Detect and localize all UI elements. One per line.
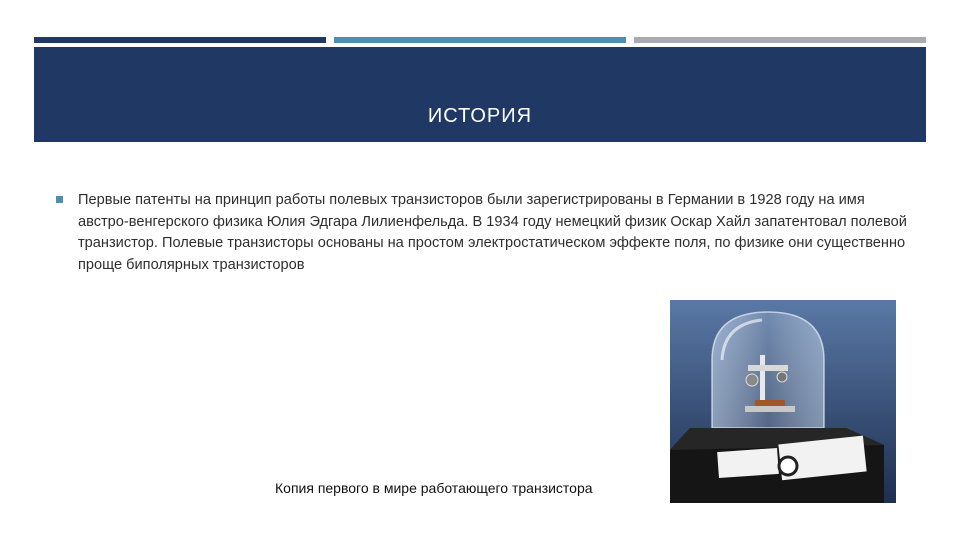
transistor-illustration (670, 300, 896, 503)
slide-title: ИСТОРИЯ (427, 105, 533, 127)
square-bullet-icon (56, 196, 63, 203)
title-banner (34, 47, 926, 142)
top-accent-bar-dark (34, 37, 326, 43)
top-accent-bar-mid (334, 37, 626, 43)
bullet-text: Первые патенты на принцип работы полевых транзисторов были зарегистрированы в Германии в 1928 году на имя австро-венгерского физика Юлия Эдгара Лилиенфельда. В 1934 году немецкий физик Оскар Хайл запатентовал полевой транзистор. Полевые транзисторы основаны на простом электростатическом эффекте поля, по физике они существенно проще биполярных транзисторов (78, 192, 907, 273)
top-accent-bar-light (634, 37, 926, 43)
image-caption: Копия первого в мире работающего транзистора (275, 480, 593, 496)
transistor-photo (670, 300, 896, 503)
